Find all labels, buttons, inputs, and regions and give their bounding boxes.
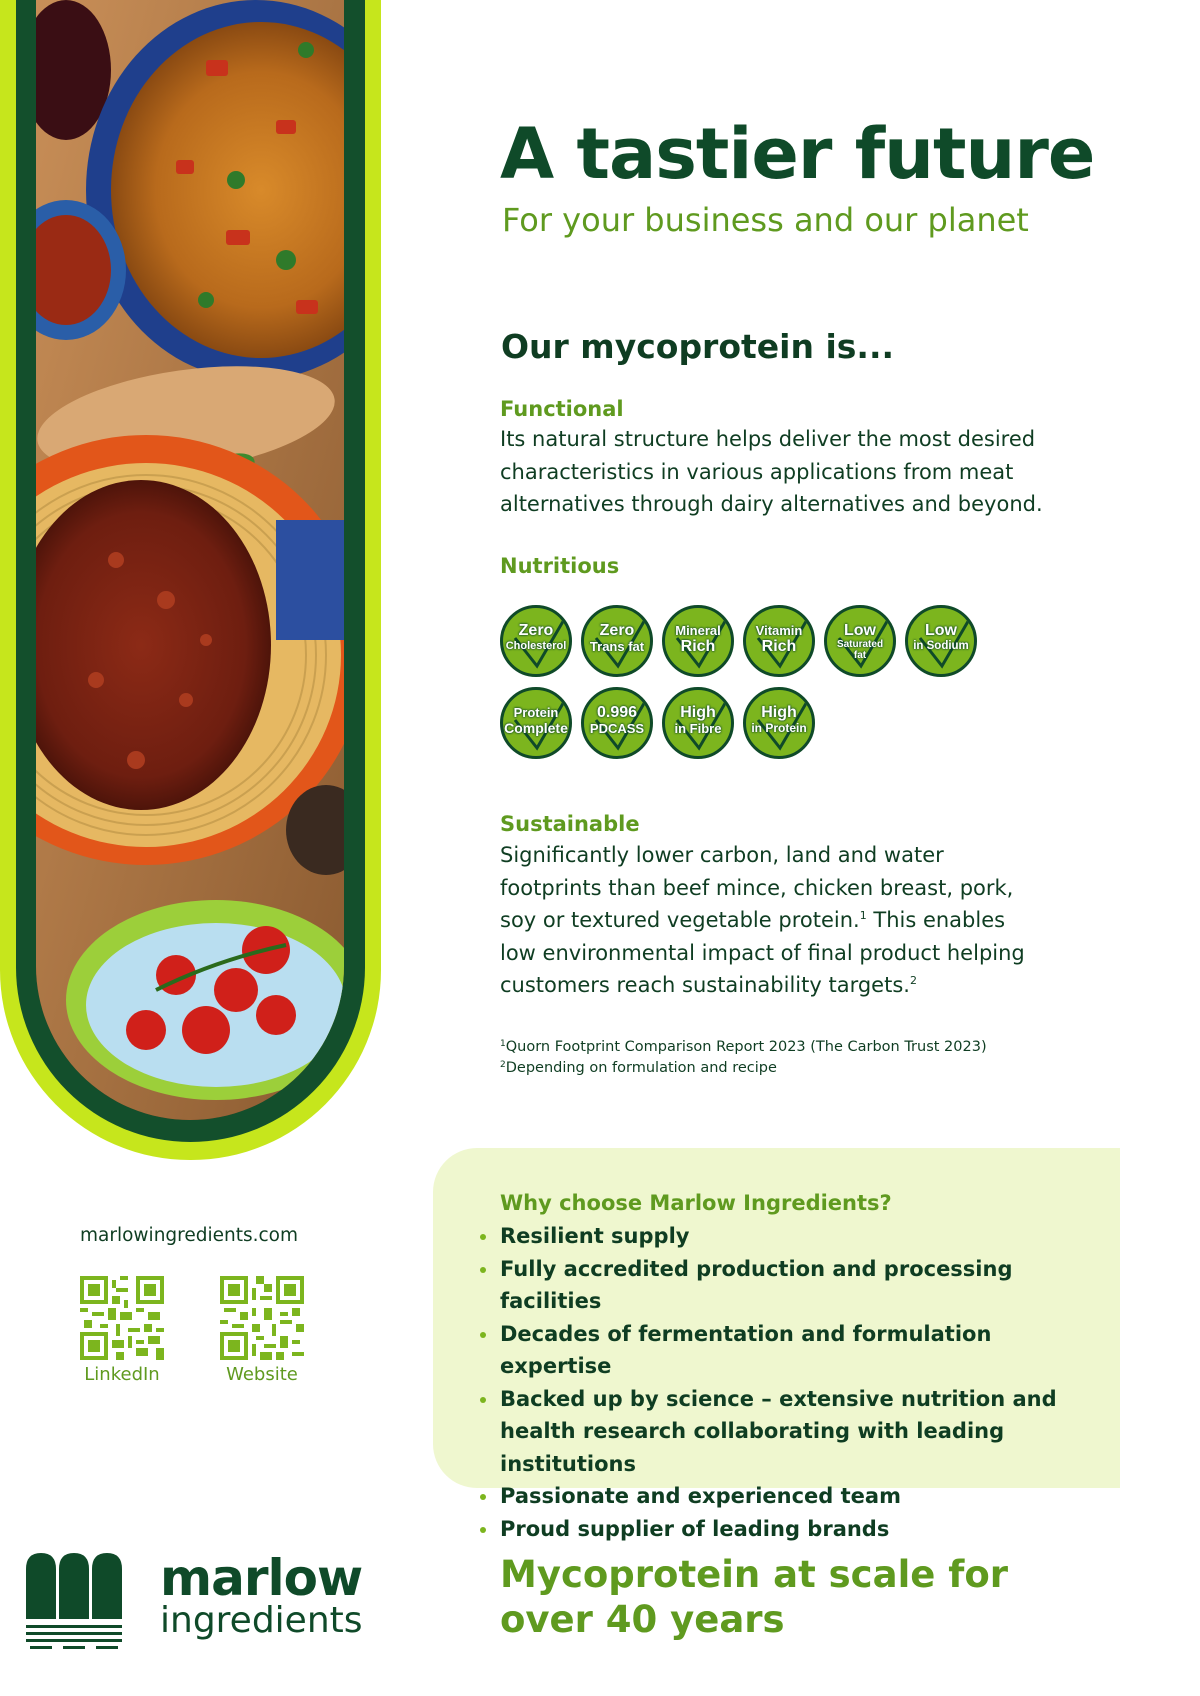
subheadline: For your business and our planet <box>502 201 1029 239</box>
decorative-pill-frame <box>0 0 381 1160</box>
nutrition-badge: High in Protein <box>743 687 815 759</box>
nutrition-badge: High in Fibre <box>662 687 734 759</box>
logo-subtitle: ingredients <box>160 1600 363 1641</box>
sustainable-line: low environmental impact of final product helping <box>500 940 1025 965</box>
footnote-ref: 2 <box>909 974 917 988</box>
bullet-icon <box>480 1267 486 1273</box>
mycoprotein-heading: Our mycoprotein is... <box>501 327 895 366</box>
nutrition-badge: Zero Cholesterol <box>500 605 572 677</box>
sustainable-line: Significantly lower carbon, land and water <box>500 843 944 867</box>
website-link[interactable]: marlowingredients.com <box>80 1225 299 1246</box>
linkedin-label[interactable]: LinkedIn <box>84 1364 160 1385</box>
list-item: Decades of fermentation and formulation expertise <box>478 1318 1060 1383</box>
list-item: Passionate and experienced team <box>478 1480 1060 1513</box>
functional-text <box>500 423 1060 521</box>
nutritious-title: Nutritious <box>500 554 620 578</box>
nutrition-badge: Protein Complete <box>500 687 572 759</box>
functional-line: alternatives through dairy alternatives and beyond. <box>500 492 1043 517</box>
bullet-icon <box>480 1494 486 1500</box>
bullet-icon <box>480 1397 486 1403</box>
why-choose-list <box>478 1220 1060 1545</box>
nutrition-badge: Zero Trans fat <box>581 605 653 677</box>
bullet-icon <box>480 1527 486 1533</box>
sustainable-title: Sustainable <box>500 812 640 836</box>
footnote: $^1$Quorn Footprint Comparison Report 2023 (The Carbon Trust 2023) <box>500 1039 987 1055</box>
list-item: Backed up by science – extensive nutrition and health research collaborating with leading institutions <box>478 1383 1060 1481</box>
food-photo <box>36 0 344 1120</box>
list-item: Proud supplier of leading brands <box>478 1513 1060 1546</box>
nutrition-badge: Low in Sodium <box>905 605 977 677</box>
sustainable-line: soy or textured vegetable protein.$^1$ This enables <box>500 908 1006 933</box>
nutrition-badge: Mineral Rich <box>662 605 734 677</box>
functional-line: Its natural structure helps deliver the most desired <box>500 427 1036 451</box>
nutrition-badge: Low Saturated fat <box>824 605 896 677</box>
qr-code-icon[interactable] <box>220 1276 304 1360</box>
website-label[interactable]: Website <box>226 1364 298 1385</box>
bullet-icon <box>480 1332 486 1338</box>
footnote-ref: 1 <box>859 909 867 923</box>
footnote: $^2$Depending on formulation and recipe <box>500 1060 777 1076</box>
qr-code-icon[interactable] <box>80 1276 164 1360</box>
sustainable-text <box>500 839 1060 1002</box>
list-item: Resilient supply <box>478 1220 1060 1253</box>
footnotes <box>500 1037 987 1079</box>
sustainable-line: customers reach sustainability targets.$^2$ <box>500 973 917 998</box>
food-illustration <box>36 0 344 1120</box>
bullet-icon <box>480 1234 486 1240</box>
sustainable-line: footprints than beef mince, chicken breast, pork, <box>500 875 1014 900</box>
tagline: Mycoprotein at scale for over 40 years <box>500 1553 1009 1641</box>
functional-line: characteristics in various applications from meat <box>500 459 1014 484</box>
headline: A tastier future <box>500 113 1095 195</box>
functional-title: Functional <box>500 397 624 421</box>
logo-wordmark: marlow <box>160 1549 363 1607</box>
marlow-logo-icon <box>26 1553 122 1653</box>
why-choose-title: Why choose Marlow Ingredients? <box>500 1191 892 1215</box>
list-item: Fully accredited production and processing facilities <box>478 1253 1060 1318</box>
nutrition-badge: Vitamin Rich <box>743 605 815 677</box>
nutrition-badge: 0.996 PDCASS <box>581 687 653 759</box>
